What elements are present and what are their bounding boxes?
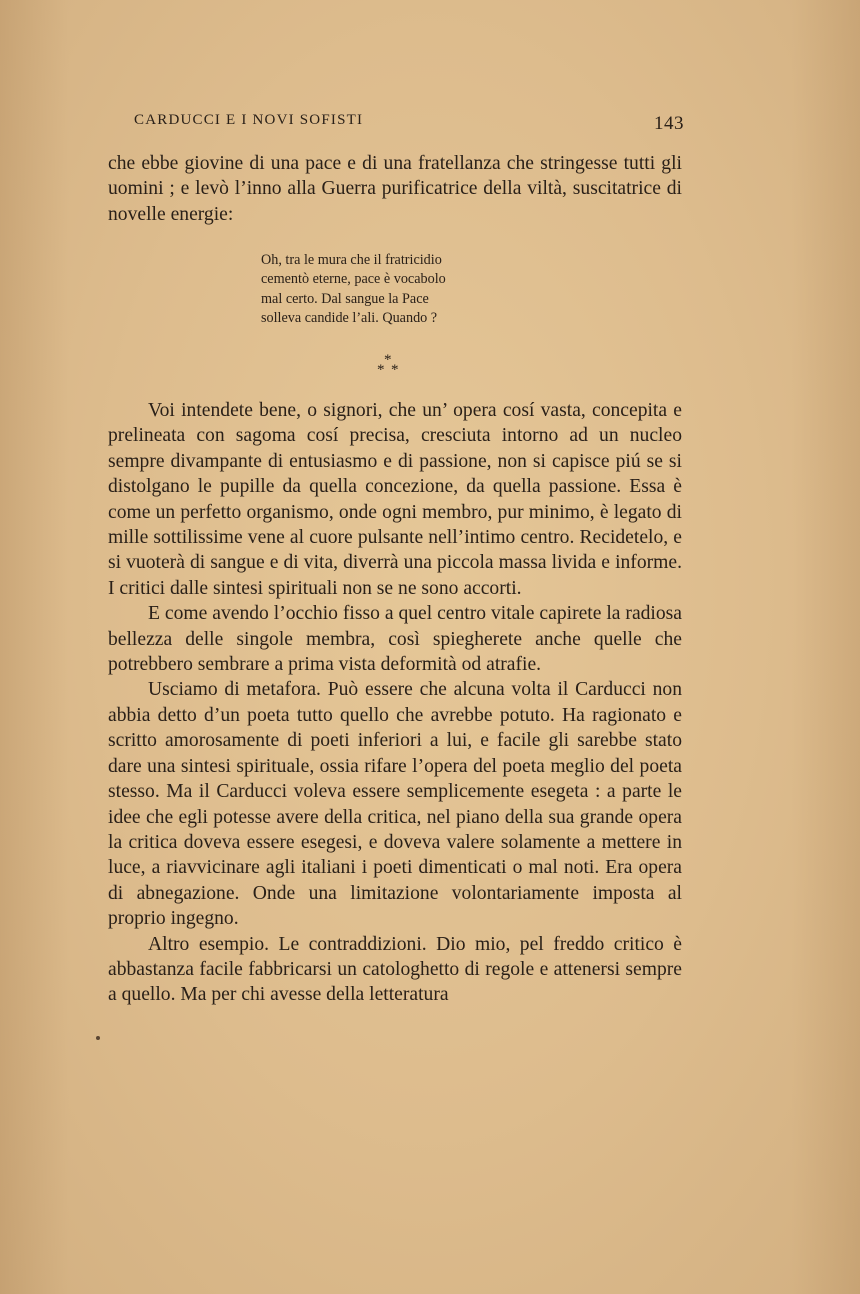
verse-line: Oh, tra le mura che il fratricidio <box>261 252 442 268</box>
margin-dot <box>96 1036 100 1040</box>
paragraph: E come avendo l’occhio fisso a quel centro vitale capirete la radiosa bellezza delle singole membra, così spiegherete anche quelle che potrebbero sembrare a prima vista deformità od atrafie. <box>108 603 682 676</box>
running-head <box>134 112 684 136</box>
running-title: CARDUCCI E I NOVI SOFISTI <box>134 112 364 128</box>
paragraph: Altro esempio. Le contraddizioni. Dio mio, pel freddo critico è abbastanza facile fabbricarsi un catologhetto di regole e attenersi sempre a quello. Ma per chi avesse della letteratura <box>108 933 682 1006</box>
paragraph: Voi intendete bene, o signori, che un’ opera cosí vasta, concepita e prelineata con sagoma cosí precisa, cresciuta intorno ad un nucleo sempre divampante di entusiasmo e di passione, non si capisce piú se si distolgano le pupille da quella concezione, da quella passione. Essa è come un perfetto organismo, onde ogni membro, pur minimo, è legato di mille sottilissime vene al cuore pulsante nell’intimo centro. Recidetelo, e si vuoterà di sangue e di vita, diverrà una piccola massa livida e informe. I critici dalle sintesi spirituali non se ne sono accorti. <box>108 400 682 599</box>
verse-quotation <box>261 251 446 328</box>
page-number: 143 <box>654 113 684 134</box>
asterisk-mark: * <box>391 362 399 378</box>
paragraph: Usciamo di metafora. Può essere che alcuna volta il Carducci non abbia detto d’un poeta tutto quello che avrebbe potuto. Ha ragionato e scritto amorosamente di poeti inferiori a lui, e facile gli sarebbe stato dare una sintesi spirituale, ossia rifare l’opera del poeta meglio del poeta stesso. Ma il Carducci voleva essere semplicemente esegeta : a parte le idee che egli potesse avere della critica, nel piano della sua grande opera la critica doveva essere esegesi, e doveva valere solamente a mettere in luce, a riavvicinare agli italiani i poeti dimenticati o mal noti. Era opera di abnegazione. Onde una limitazione volontariamente imposta al proprio ingegno. <box>108 679 682 930</box>
intro-paragraph: che ebbe giovine di una pace e di una fratellanza che stringesse tutti gli uomini ; e levò l’inno alla Guerra purificatrice della viltà, suscitatrice di novelle energie: <box>108 153 682 225</box>
section-break-asterism <box>370 352 410 382</box>
verse-line: cementò eterne, pace è vocabolo <box>261 271 446 288</box>
main-text-block <box>108 398 682 1008</box>
asterisk-mark: * <box>384 352 392 368</box>
verse-line: solleva candide l’ali. Quando ? <box>261 309 438 326</box>
asterisk-mark: * <box>377 362 385 378</box>
verse-line: mal certo. Dal sangue la Pace <box>261 290 429 307</box>
intro-paragraph-block <box>108 151 682 227</box>
